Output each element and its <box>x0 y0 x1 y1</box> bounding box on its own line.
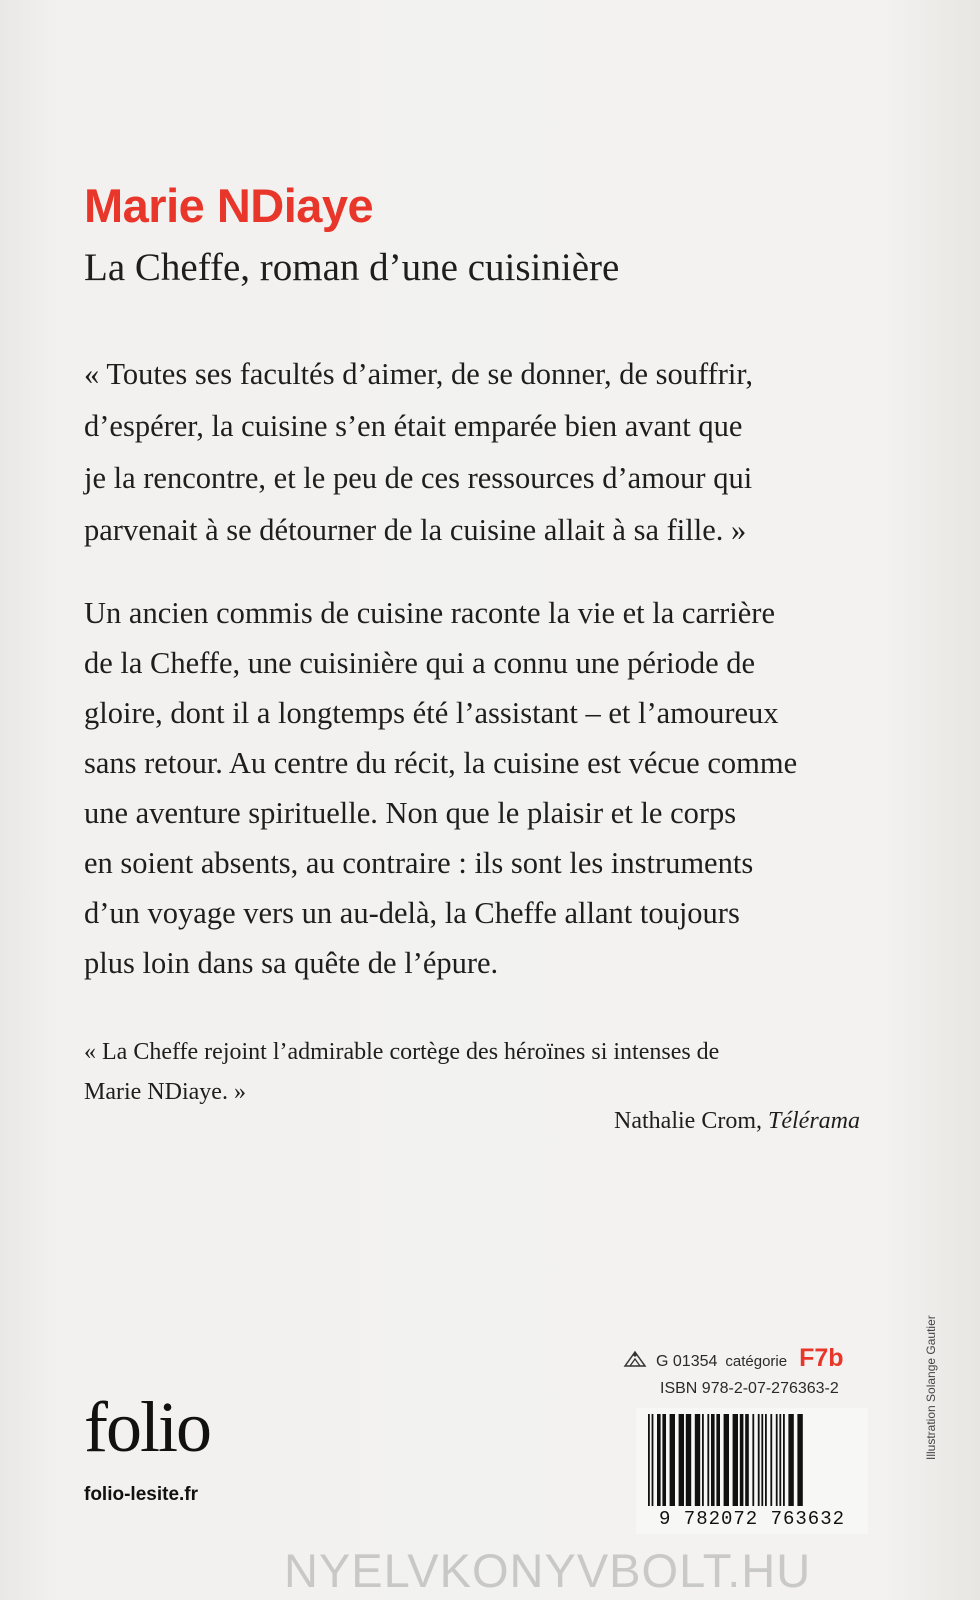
paper-certification-icon <box>622 1349 648 1369</box>
review-attribution <box>614 1108 860 1135</box>
summary-line: une aventure spirituelle. Non que le plaisir et le corps <box>84 796 737 830</box>
press-review <box>84 1032 884 1112</box>
summary-line: d’un voyage vers un au-delà, la Cheffe allant toujours <box>84 896 740 930</box>
book-title: La Cheffe, roman d’une cuisinière <box>84 246 620 289</box>
product-code: G 01354 <box>656 1353 718 1370</box>
excerpt-quote <box>84 348 884 556</box>
barcode <box>636 1408 868 1534</box>
category-label: catégorie <box>725 1353 788 1370</box>
summary-line: de la Cheffe, une cuisinière qui a connu une période de <box>84 646 756 680</box>
quote-line: d’espérer, la cuisine s’en était emparée bien avant que <box>84 409 743 443</box>
quote-line: parvenait à se détourner de la cuisine allait à sa fille. » <box>84 513 747 547</box>
review-source: Télérama <box>768 1108 860 1134</box>
watermark: NYELVKONYVBOLT.HU <box>284 1544 812 1597</box>
barcode-bars <box>644 1414 860 1506</box>
summary-line: gloire, dont il a longtemps été l’assistant – et l’amoureux <box>84 696 779 730</box>
isbn: ISBN 978-2-07-276363-2 <box>660 1380 839 1397</box>
publisher-logo: folio <box>84 1387 210 1467</box>
summary-line: Un ancien commis de cuisine raconte la vie et la carrière <box>84 596 776 630</box>
barcode-digits: 9 782072 763632 <box>658 1508 846 1530</box>
quote-line: je la rencontre, et le peu de ces ressources d’amour qui <box>84 461 753 495</box>
summary-line: plus loin dans sa quête de l’épure. <box>84 946 499 980</box>
publisher-website: folio-lesite.fr <box>84 1484 199 1505</box>
review-line: « La Cheffe rejoint l’admirable cortège des héroïnes si intenses de <box>84 1039 720 1065</box>
quote-line: « Toutes ses facultés d’aimer, de se donner, de souffrir, <box>84 357 753 391</box>
summary-line: sans retour. Au centre du récit, la cuisine est vécue comme <box>84 746 798 780</box>
price-category: F7b <box>799 1344 844 1372</box>
summary-line: en soient absents, au contraire : ils sont les instruments <box>84 846 754 880</box>
product-code-line <box>622 1344 844 1373</box>
illustration-credit: Illustration Solange Gautier <box>924 1315 938 1460</box>
reviewer-name: Nathalie Crom, <box>614 1108 762 1134</box>
book-summary <box>84 588 884 988</box>
review-line: Marie NDiaye. » <box>84 1079 246 1105</box>
author-name: Marie NDiaye <box>84 179 374 232</box>
